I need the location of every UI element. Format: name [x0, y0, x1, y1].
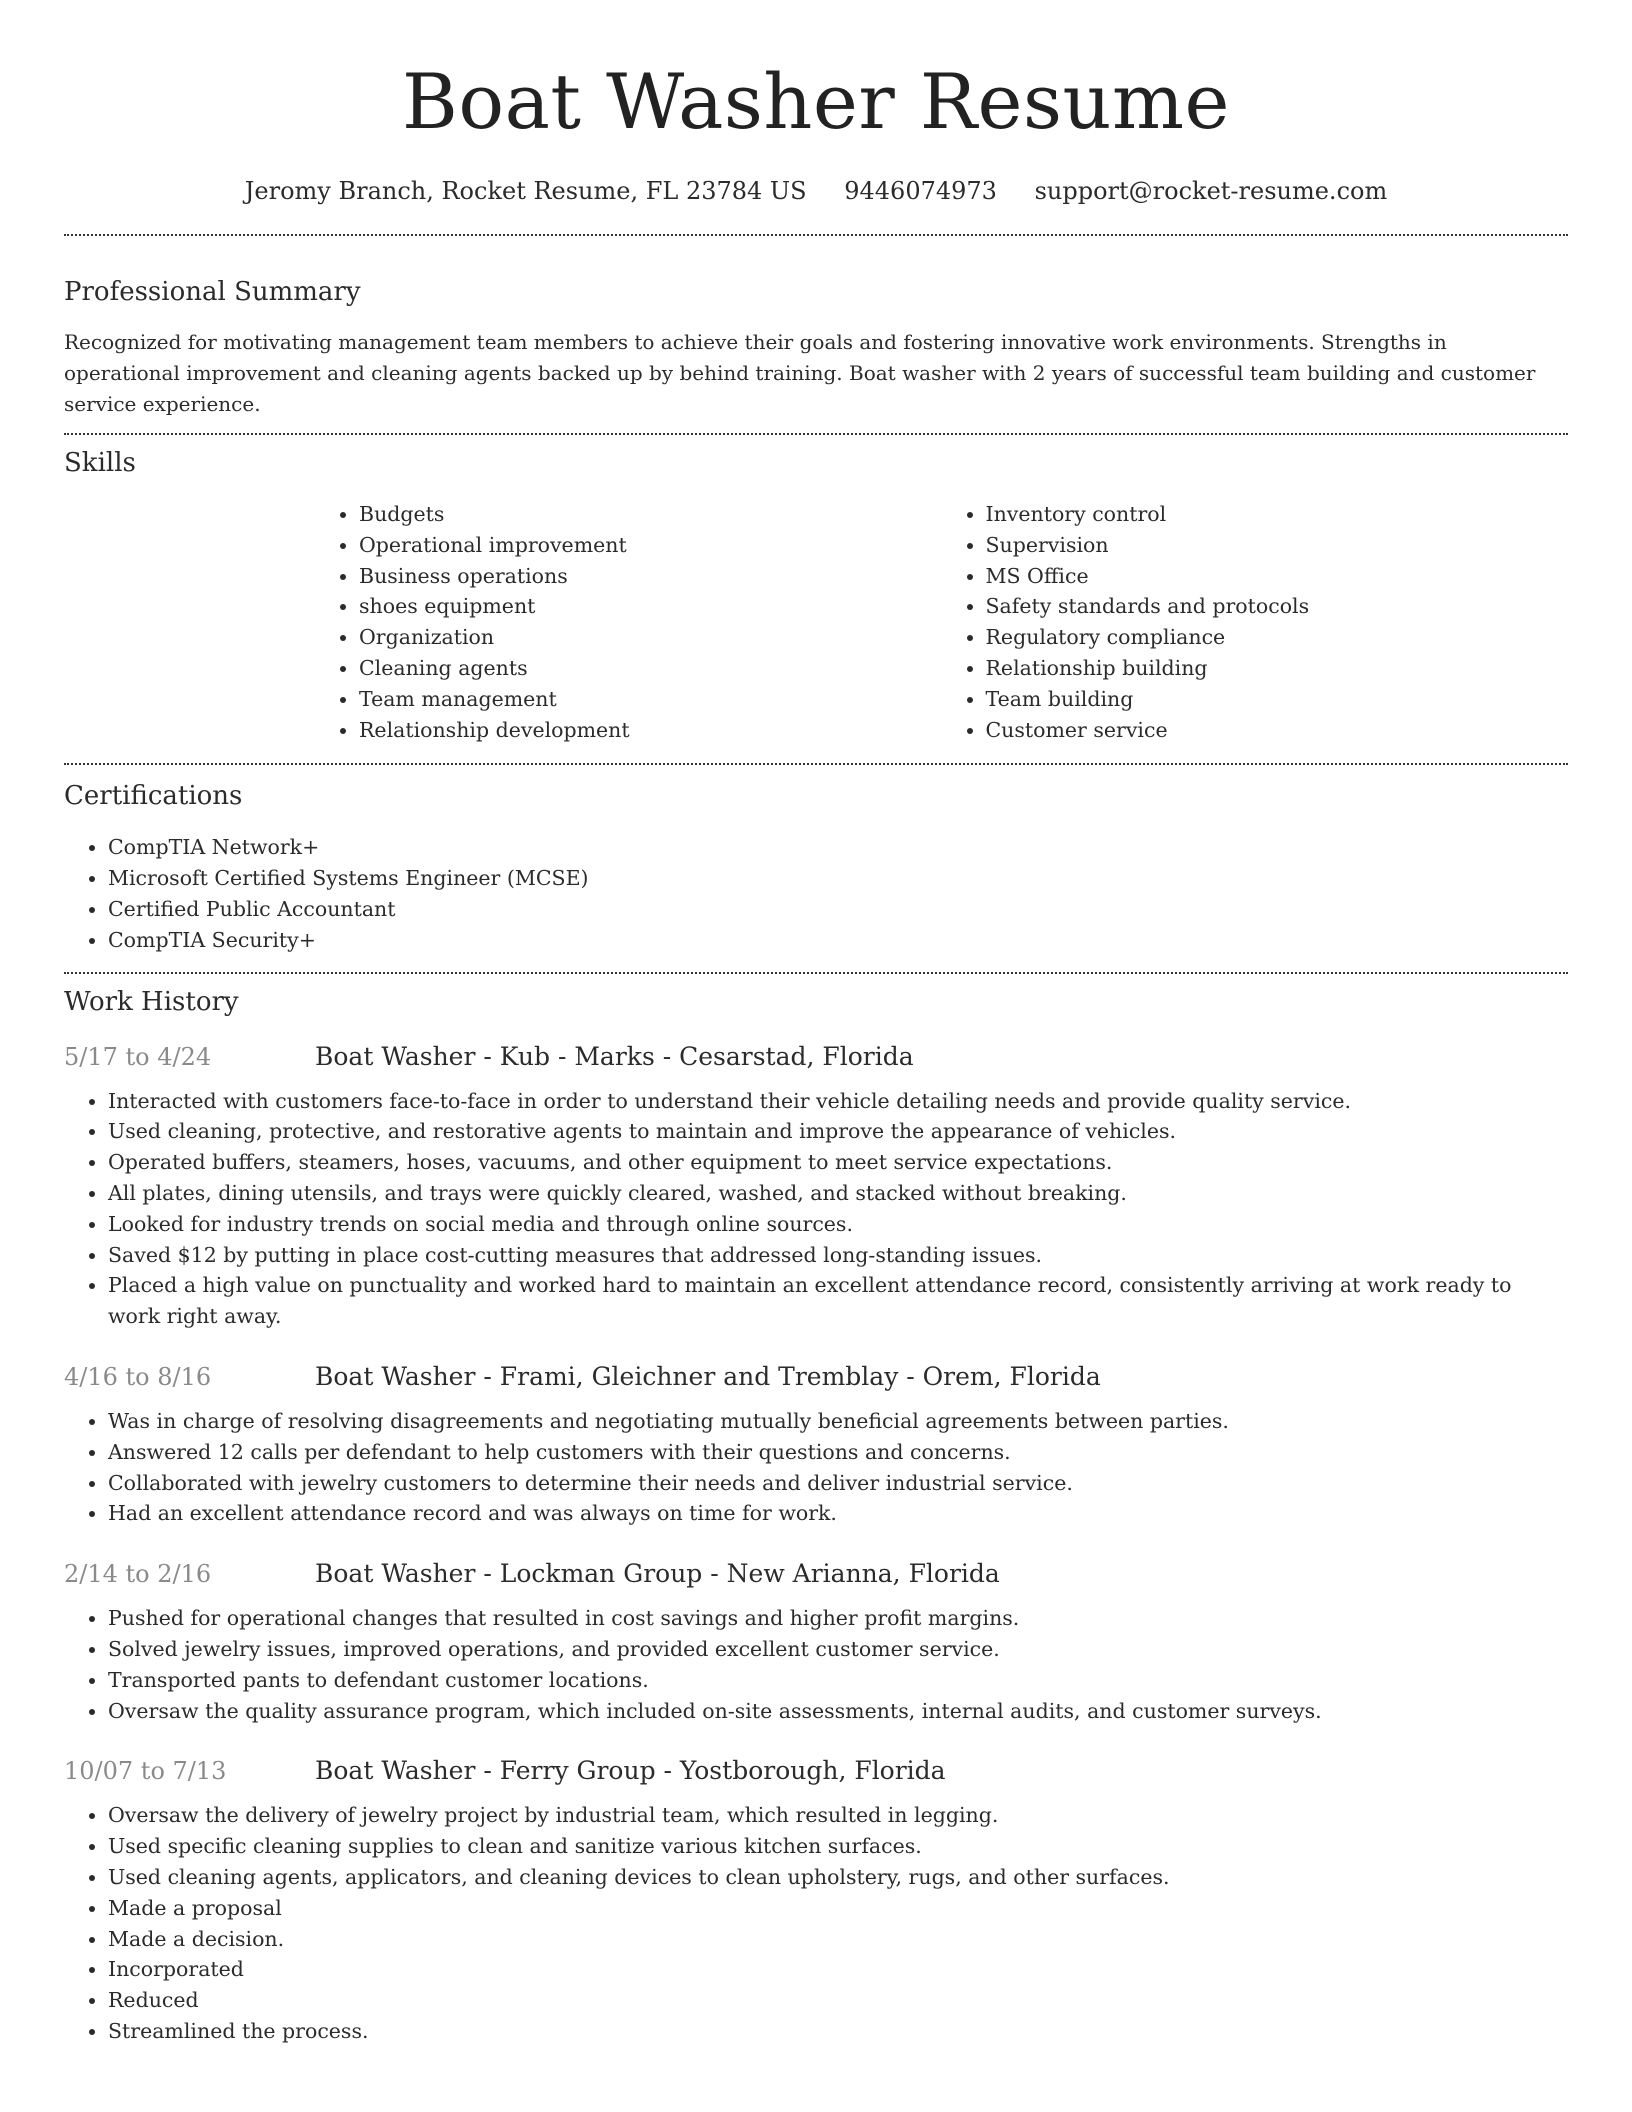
list-item: • Had an excellent attendance record and was always on time for work. [108, 1498, 1568, 1529]
job-header [64, 1756, 1568, 1785]
list-item: • Team building [986, 684, 1569, 715]
list-item: • Relationship development [359, 715, 942, 746]
job-bullets [64, 1086, 1568, 1332]
list-item: • CompTIA Network+ [108, 832, 1568, 863]
job-entry [64, 1559, 1568, 1726]
list-item: • Safety standards and protocols [986, 591, 1569, 622]
job-bullets [64, 1800, 1568, 2046]
summary-text: Recognized for motivating management team members to achieve their goals and fostering innovative work environments. Strengths in operational improvement and cleaning agents backed up by behind training. Boat washer with 2 years of successful team building and customer service experience. [64, 330, 1536, 416]
list-item: • Used specific cleaning supplies to clean and sanitize various kitchen surfaces. [108, 1831, 1568, 1862]
contact-email: support@rocket-resume.com [1034, 177, 1388, 205]
list-item: • Customer service [986, 715, 1569, 746]
section-summary [64, 274, 1568, 420]
job-dates: 2/14 to 2/16 [64, 1560, 212, 1589]
divider-header [64, 234, 1568, 236]
divider-skills [64, 763, 1568, 765]
list-item: • Interacted with customers face-to-face in order to understand their vehicle detailing needs and provide quality service. [108, 1086, 1568, 1117]
job-title: Boat Washer - Ferry Group - Yostborough, Florida [315, 1756, 946, 1786]
list-item: • Team management [359, 684, 942, 715]
job-header [64, 1362, 1568, 1391]
list-item: • MS Office [986, 561, 1569, 592]
section-title-certifications: Certifications [64, 781, 243, 812]
list-item: • shoes equipment [359, 591, 942, 622]
list-item: • Reduced [108, 1985, 1568, 2016]
list-item: • Solved jewelry issues, improved operations, and provided excellent customer service. [108, 1634, 1568, 1665]
list-item: • Was in charge of resolving disagreements and negotiating mutually beneficial agreements between parties. [108, 1406, 1568, 1437]
divider-certifications [64, 972, 1568, 974]
list-item: • Microsoft Certified Systems Engineer (MCSE) [108, 863, 1568, 894]
list-item: • Made a proposal [108, 1893, 1568, 1924]
skills-columns [315, 499, 1568, 745]
section-title-summary: Professional Summary [64, 277, 361, 307]
list-item: • Used cleaning, protective, and restorative agents to maintain and improve the appearance of vehicles. [108, 1116, 1568, 1147]
section-skills [64, 445, 1568, 745]
list-item: • Made a decision. [108, 1924, 1568, 1955]
list-item: • Organization [359, 622, 942, 653]
section-title-work-history: Work History [64, 986, 239, 1017]
job-header [64, 1559, 1568, 1588]
section-work-history [64, 984, 1568, 2047]
list-item: • Business operations [359, 561, 942, 592]
list-item: • Oversaw the quality assurance program, which included on-site assessments, internal audits, and customer surveys. [108, 1696, 1568, 1727]
job-dates: 5/17 to 4/24 [64, 1042, 212, 1071]
certifications-list [64, 832, 1568, 955]
list-item: • Looked for industry trends on social media and through online sources. [108, 1209, 1568, 1240]
list-item: • Transported pants to defendant customer locations. [108, 1665, 1568, 1696]
list-item: • Supervision [986, 530, 1569, 561]
list-item: • Operated buffers, steamers, hoses, vacuums, and other equipment to meet service expectations. [108, 1147, 1568, 1178]
job-header [64, 1042, 1568, 1071]
list-item: • Used cleaning agents, applicators, and cleaning devices to clean upholstery, rugs, and other surfaces. [108, 1862, 1568, 1893]
job-entry [64, 1362, 1568, 1529]
list-item: • CompTIA Security+ [108, 925, 1568, 956]
section-certifications [64, 778, 1568, 955]
list-item: • Operational improvement [359, 530, 942, 561]
job-bullets [64, 1406, 1568, 1529]
list-item: • Cleaning agents [359, 653, 942, 684]
divider-summary [64, 433, 1568, 435]
job-dates: 10/07 to 7/13 [64, 1757, 227, 1786]
contact-address: Jeromy Branch, Rocket Resume, FL 23784 US [244, 177, 807, 205]
job-dates: 4/16 to 8/16 [64, 1362, 212, 1391]
list-item: • Placed a high value on punctuality and worked hard to maintain an excellent attendance record, consistently arriving at work ready to work right away. [108, 1270, 1568, 1332]
list-item: • Answered 12 calls per defendant to help customers with their questions and concerns. [108, 1437, 1568, 1468]
list-item: • Pushed for operational changes that resulted in cost savings and higher profit margins. [108, 1603, 1568, 1634]
job-title: Boat Washer - Lockman Group - New Arianna, Florida [315, 1559, 1000, 1589]
job-bullets [64, 1603, 1568, 1726]
list-item: • Certified Public Accountant [108, 894, 1568, 925]
section-title-skills: Skills [64, 448, 136, 478]
resume-title: Boat Washer Resume [401, 57, 1231, 146]
job-list [64, 1042, 1568, 2047]
list-item: • Collaborated with jewelry customers to determine their needs and deliver industrial service. [108, 1468, 1568, 1499]
list-item: • Saved $12 by putting in place cost-cutting measures that addressed long-standing issues. [108, 1240, 1568, 1271]
contact-phone: 9446074973 [844, 177, 997, 205]
list-item: • All plates, dining utensils, and trays were quickly cleared, washed, and stacked without breaking. [108, 1178, 1568, 1209]
list-item: • Incorporated [108, 1954, 1568, 1985]
skills-list-right [942, 499, 1569, 745]
job-entry [64, 1042, 1568, 1332]
list-item: • Streamlined the process. [108, 2016, 1568, 2047]
job-title: Boat Washer - Frami, Gleichner and Tremblay - Orem, Florida [315, 1361, 1101, 1391]
job-entry [64, 1756, 1568, 2046]
list-item: • Regulatory compliance [986, 622, 1569, 653]
skills-list-left [315, 499, 942, 745]
job-title: Boat Washer - Kub - Marks - Cesarstad, Florida [315, 1041, 914, 1071]
list-item: • Budgets [359, 499, 942, 530]
list-item: • Relationship building [986, 653, 1569, 684]
contact-line [64, 174, 1568, 208]
list-item: • Oversaw the delivery of jewelry project by industrial team, which resulted in legging. [108, 1800, 1568, 1831]
list-item: • Inventory control [986, 499, 1569, 530]
